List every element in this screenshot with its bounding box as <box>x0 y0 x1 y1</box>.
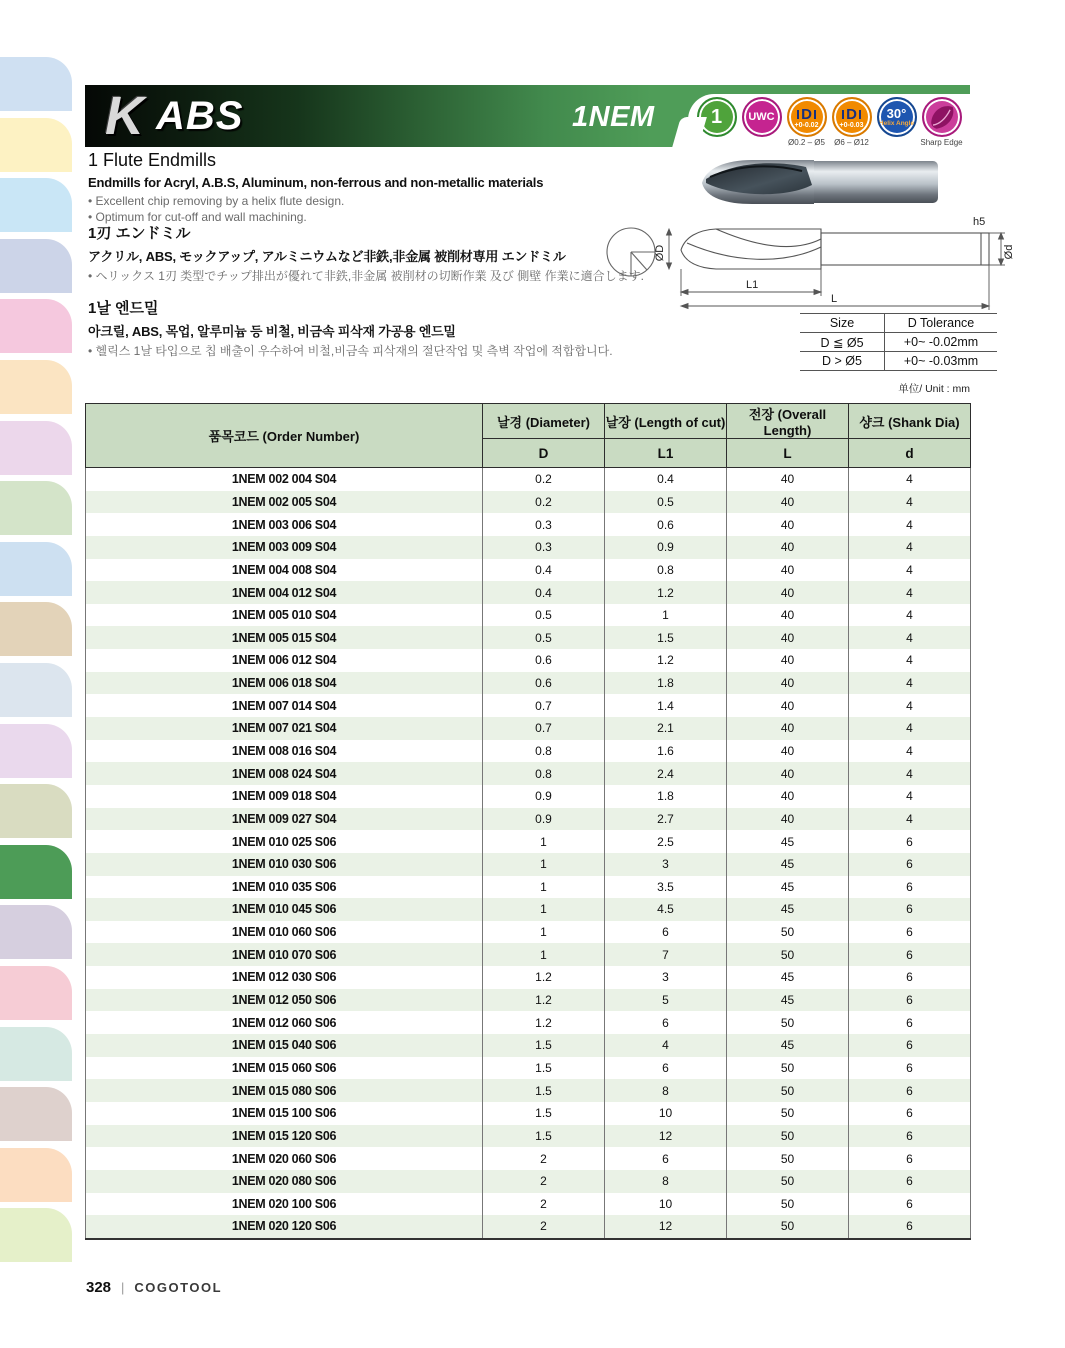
sidebar-tab-11 <box>0 663 72 717</box>
length-of-cut-cell: 0.5 <box>605 491 727 514</box>
tol-cell: D > Ø5 <box>800 352 885 371</box>
table-row <box>86 1079 971 1102</box>
col-header-length-of-cut: 날장 (Length of cut) <box>605 404 727 439</box>
intro-korean <box>88 297 648 359</box>
diameter-cell: 0.5 <box>483 604 605 627</box>
shank-dia-cell: 4 <box>849 672 971 695</box>
col-header-order-number: 품목코드 (Order Number) <box>86 404 483 468</box>
overall-length-cell: 50 <box>727 1170 849 1193</box>
length-of-cut-cell: 1.2 <box>605 649 727 672</box>
order-number-cell: 1NEM 012 030 S06 <box>86 966 483 989</box>
table-row <box>86 943 971 966</box>
sidebar-tab-9 <box>0 542 72 596</box>
diagram-label-h5: h5 <box>973 216 986 228</box>
overall-length-cell: 50 <box>727 1102 849 1125</box>
overall-length-cell: 40 <box>727 694 849 717</box>
diameter-cell: 1.2 <box>483 989 605 1012</box>
diameter-cell: 1 <box>483 830 605 853</box>
sidebar-tab-8 <box>0 481 72 535</box>
shank-dia-cell: 6 <box>849 966 971 989</box>
sidebar-tab-13 <box>0 784 72 838</box>
order-number-cell: 1NEM 005 010 S04 <box>86 604 483 627</box>
length-of-cut-cell: 4 <box>605 1034 727 1057</box>
diagram-label-big-diameter: ØD <box>654 244 666 262</box>
diameter-cell: 0.4 <box>483 581 605 604</box>
helix-angle-icon-label <box>874 138 919 148</box>
helix-angle-icon: 30° Helix Angle <box>877 97 917 137</box>
table-row <box>86 853 971 876</box>
diameter-cell: 2 <box>483 1193 605 1216</box>
section-title-en: 1 Flute Endmills <box>88 150 217 170</box>
series-header-bar <box>85 85 970 147</box>
diameter-cell: 0.9 <box>483 785 605 808</box>
table-row <box>86 830 971 853</box>
length-of-cut-cell: 0.9 <box>605 536 727 559</box>
table-row <box>86 1102 971 1125</box>
diameter-cell: 0.6 <box>483 672 605 695</box>
order-number-cell: 1NEM 015 100 S06 <box>86 1102 483 1125</box>
shank-dia-cell: 6 <box>849 1170 971 1193</box>
page-footer <box>86 1279 222 1296</box>
order-number-cell: 1NEM 003 006 S04 <box>86 513 483 536</box>
diameter-cell: 0.3 <box>483 513 605 536</box>
order-number-cell: 1NEM 002 005 S04 <box>86 491 483 514</box>
table-row <box>86 649 971 672</box>
sidebar-tab-1 <box>0 57 72 111</box>
d-tolerance-003-icon-label: Ø6 – Ø12 <box>834 138 869 147</box>
length-of-cut-cell: 2.4 <box>605 762 727 785</box>
diameter-cell: 1.5 <box>483 1057 605 1080</box>
overall-length-cell: 40 <box>727 513 849 536</box>
section-title-jp: 1刃 エンドミル <box>88 225 191 242</box>
shank-dia-cell: 6 <box>849 1079 971 1102</box>
one-flute-icon: 1 <box>697 97 737 137</box>
shank-dia-cell: 6 <box>849 898 971 921</box>
col-subheader-l1: L1 <box>605 439 727 468</box>
overall-length-cell: 45 <box>727 853 849 876</box>
table-row <box>86 604 971 627</box>
diameter-cell: 1.2 <box>483 1011 605 1034</box>
diagram-label-l: L <box>831 293 838 305</box>
table-row <box>86 1170 971 1193</box>
length-of-cut-cell: 5 <box>605 989 727 1012</box>
col-subheader-l: L <box>727 439 849 468</box>
diameter-cell: 0.8 <box>483 762 605 785</box>
order-number-cell: 1NEM 006 018 S04 <box>86 672 483 695</box>
tol-cell: D ≦ Ø5 <box>800 333 885 352</box>
overall-length-cell: 45 <box>727 830 849 853</box>
length-of-cut-cell: 1.8 <box>605 785 727 808</box>
shank-dia-cell: 4 <box>849 513 971 536</box>
uwc-coating-icon-label <box>739 138 784 148</box>
uwc-coating-icon-wrap <box>739 97 784 151</box>
sidebar-tab-17 <box>0 1027 72 1081</box>
endmill-photo <box>692 153 942 211</box>
diameter-cell: 0.2 <box>483 468 605 491</box>
diameter-cell: 1 <box>483 853 605 876</box>
table-row <box>86 694 971 717</box>
shank-dia-cell: 4 <box>849 694 971 717</box>
length-of-cut-cell: 7 <box>605 943 727 966</box>
length-of-cut-cell: 6 <box>605 1057 727 1080</box>
shank-dia-cell: 6 <box>849 989 971 1012</box>
one-flute-icon-wrap <box>694 97 739 151</box>
overall-length-cell: 40 <box>727 717 849 740</box>
diameter-cell: 1.5 <box>483 1102 605 1125</box>
bullet-kr-1: • 헬릭스 1날 타입으로 칩 배출이 우수하여 비철,비금속 피삭재의 절단작업 및 측벽 작업에 적합합니다. <box>88 343 648 359</box>
shank-dia-cell: 4 <box>849 491 971 514</box>
diagram-label-l1: L1 <box>746 279 759 291</box>
uwc-coating-icon: UWC <box>742 97 782 137</box>
table-row <box>86 491 971 514</box>
order-number-cell: 1NEM 015 040 S06 <box>86 1034 483 1057</box>
diameter-cell: 1 <box>483 921 605 944</box>
length-of-cut-cell: 2.1 <box>605 717 727 740</box>
col-header-overall-length: 전장 (Overall Length) <box>727 404 849 439</box>
col-header-shank-dia: 샹크 (Shank Dia) <box>849 404 971 439</box>
diameter-cell: 1.5 <box>483 1079 605 1102</box>
shank-dia-cell: 6 <box>849 853 971 876</box>
length-of-cut-cell: 8 <box>605 1170 727 1193</box>
order-number-cell: 1NEM 020 120 S06 <box>86 1215 483 1239</box>
length-of-cut-cell: 0.6 <box>605 513 727 536</box>
length-of-cut-cell: 12 <box>605 1215 727 1239</box>
diameter-cell: 0.7 <box>483 717 605 740</box>
length-of-cut-cell: 2.7 <box>605 808 727 831</box>
length-of-cut-cell: 8 <box>605 1079 727 1102</box>
sidebar-tab-12 <box>0 724 72 778</box>
diameter-cell: 0.7 <box>483 694 605 717</box>
length-of-cut-cell: 3 <box>605 853 727 876</box>
length-of-cut-cell: 1.2 <box>605 581 727 604</box>
shank-dia-cell: 6 <box>849 830 971 853</box>
table-row <box>86 581 971 604</box>
table-row <box>86 762 971 785</box>
order-number-cell: 1NEM 007 014 S04 <box>86 694 483 717</box>
length-of-cut-cell: 3 <box>605 966 727 989</box>
shank-dia-cell: 4 <box>849 604 971 627</box>
order-number-cell: 1NEM 006 012 S04 <box>86 649 483 672</box>
one-flute-icon-label <box>694 138 739 148</box>
order-number-cell: 1NEM 009 018 S04 <box>86 785 483 808</box>
diameter-cell: 0.3 <box>483 536 605 559</box>
shank-dia-cell: 6 <box>849 1102 971 1125</box>
sharp-edge-icon <box>922 97 962 137</box>
order-number-cell: 1NEM 015 080 S06 <box>86 1079 483 1102</box>
brand-name: COGOTOOL <box>134 1280 223 1295</box>
overall-length-cell: 45 <box>727 989 849 1012</box>
overall-length-cell: 50 <box>727 1125 849 1148</box>
overall-length-cell: 45 <box>727 898 849 921</box>
table-row <box>86 785 971 808</box>
table-row <box>86 672 971 695</box>
shank-dia-cell: 6 <box>849 1034 971 1057</box>
length-of-cut-cell: 10 <box>605 1102 727 1125</box>
overall-length-cell: 40 <box>727 762 849 785</box>
tol-header-dtol: D Tolerance <box>885 314 998 333</box>
sidebar-tab-3 <box>0 178 72 232</box>
length-of-cut-cell: 6 <box>605 1011 727 1034</box>
sidebar-tab-10 <box>0 602 72 656</box>
diameter-cell: 2 <box>483 1215 605 1239</box>
tol-header-size: Size <box>800 314 885 333</box>
shank-dia-cell: 4 <box>849 808 971 831</box>
bullet-en-1: • Excellent chip removing by a helix flute design. <box>88 193 628 209</box>
tol-cell: +0~ -0.03mm <box>885 352 998 371</box>
diameter-cell: 2 <box>483 1147 605 1170</box>
d-tolerance-003-icon-wrap <box>829 97 874 151</box>
length-of-cut-cell: 12 <box>605 1125 727 1148</box>
diameter-cell: 1 <box>483 898 605 921</box>
shank-dia-cell: 4 <box>849 536 971 559</box>
table-row <box>86 1057 971 1080</box>
overall-length-cell: 50 <box>727 1057 849 1080</box>
table-row <box>86 876 971 899</box>
order-number-cell: 1NEM 008 024 S04 <box>86 762 483 785</box>
sidebar-tab-6 <box>0 360 72 414</box>
order-number-cell: 1NEM 020 060 S06 <box>86 1147 483 1170</box>
length-of-cut-cell: 10 <box>605 1193 727 1216</box>
length-of-cut-cell: 6 <box>605 921 727 944</box>
length-of-cut-cell: 4.5 <box>605 898 727 921</box>
order-number-cell: 1NEM 008 016 S04 <box>86 740 483 763</box>
length-of-cut-cell: 3.5 <box>605 876 727 899</box>
diameter-cell: 2 <box>483 1170 605 1193</box>
length-of-cut-cell: 0.8 <box>605 559 727 582</box>
length-of-cut-cell: 1.8 <box>605 672 727 695</box>
diameter-cell: 1.5 <box>483 1034 605 1057</box>
order-number-cell: 1NEM 015 120 S06 <box>86 1125 483 1148</box>
table-row <box>86 513 971 536</box>
diameter-cell: 1 <box>483 943 605 966</box>
table-row <box>86 740 971 763</box>
order-number-cell: 1NEM 015 060 S06 <box>86 1057 483 1080</box>
table-row <box>86 989 971 1012</box>
order-number-cell: 1NEM 012 050 S06 <box>86 989 483 1012</box>
overall-length-cell: 50 <box>727 1193 849 1216</box>
order-number-cell: 1NEM 003 009 S04 <box>86 536 483 559</box>
length-of-cut-cell: 0.4 <box>605 468 727 491</box>
shank-dia-cell: 4 <box>849 581 971 604</box>
sidebar-tab-20 <box>0 1208 72 1262</box>
bullet-en-2: • Optimum for cut-off and wall machining. <box>88 209 628 225</box>
order-number-cell: 1NEM 004 012 S04 <box>86 581 483 604</box>
tolerance-table <box>800 313 997 371</box>
overall-length-cell: 40 <box>727 740 849 763</box>
sidebar-tab-2 <box>0 118 72 172</box>
d-tolerance-002-icon: D +0-0.02 <box>787 97 827 137</box>
sidebar-tab-14-active <box>0 845 72 899</box>
order-number-cell: 1NEM 009 027 S04 <box>86 808 483 831</box>
sidebar-tab-15 <box>0 905 72 959</box>
shank-dia-cell: 6 <box>849 1125 971 1148</box>
order-number-cell: 1NEM 010 025 S06 <box>86 830 483 853</box>
overall-length-cell: 50 <box>727 1215 849 1239</box>
diameter-cell: 0.9 <box>483 808 605 831</box>
diameter-cell: 1 <box>483 876 605 899</box>
shank-dia-cell: 4 <box>849 468 971 491</box>
helix-angle-icon-wrap <box>874 97 919 151</box>
shank-dia-cell: 4 <box>849 762 971 785</box>
overall-length-cell: 50 <box>727 921 849 944</box>
diameter-cell: 0.4 <box>483 559 605 582</box>
table-row <box>86 898 971 921</box>
overall-length-cell: 40 <box>727 808 849 831</box>
shank-dia-cell: 6 <box>849 1215 971 1239</box>
sharp-edge-icon-wrap <box>919 97 964 151</box>
unit-note: 单位/ Unit : mm <box>898 383 970 395</box>
diameter-cell: 1.5 <box>483 1125 605 1148</box>
sidebar-tab-7 <box>0 421 72 475</box>
d-tolerance-002-icon-wrap <box>784 97 829 151</box>
sidebar-tab-16 <box>0 966 72 1020</box>
order-number-cell: 1NEM 007 021 S04 <box>86 717 483 740</box>
order-number-cell: 1NEM 020 100 S06 <box>86 1193 483 1216</box>
order-number-cell: 1NEM 010 070 S06 <box>86 943 483 966</box>
section-subtitle-jp: アクリル, ABS, モックアップ, アルミニウムなど非鉄,非金属 被削材専用 エンドミル <box>88 249 566 264</box>
table-row <box>86 468 971 491</box>
footer-divider: | <box>121 1280 125 1295</box>
overall-length-cell: 40 <box>727 559 849 582</box>
table-row <box>86 536 971 559</box>
diagram-label-shank-diameter: Ød <box>1003 244 1015 260</box>
overall-length-cell: 40 <box>727 649 849 672</box>
shank-dia-cell: 6 <box>849 1057 971 1080</box>
bullet-jp-1: • ヘリックス 1刃 类型でチップ排出が優れて非鉄,非金属 被削材の切断作業 及び 側壁 作業に適合します. <box>88 268 648 284</box>
length-of-cut-cell: 1.5 <box>605 626 727 649</box>
order-number-cell: 1NEM 010 060 S06 <box>86 921 483 944</box>
length-of-cut-cell: 2.5 <box>605 830 727 853</box>
diameter-cell: 0.6 <box>483 649 605 672</box>
order-number-cell: 1NEM 010 030 S06 <box>86 853 483 876</box>
table-row <box>86 1034 971 1057</box>
overall-length-cell: 40 <box>727 604 849 627</box>
series-letter: K <box>105 86 144 146</box>
col-subheader-d: D <box>483 439 605 468</box>
table-row <box>86 808 971 831</box>
order-number-cell: 1NEM 005 015 S04 <box>86 626 483 649</box>
shank-dia-cell: 4 <box>849 559 971 582</box>
table-row <box>86 559 971 582</box>
table-row <box>86 1193 971 1216</box>
d-tolerance-002-icon-label: Ø0.2 – Ø5 <box>788 138 825 147</box>
endmill-diagram <box>603 212 1015 314</box>
table-row <box>86 626 971 649</box>
length-of-cut-cell: 6 <box>605 1147 727 1170</box>
shank-dia-cell: 6 <box>849 1147 971 1170</box>
overall-length-cell: 40 <box>727 626 849 649</box>
sharp-edge-icon-label: Sharp Edge <box>920 138 963 147</box>
col-subheader-d2: d <box>849 439 971 468</box>
shank-dia-cell: 4 <box>849 740 971 763</box>
model-code: 1NEM <box>572 101 655 133</box>
shank-dia-cell: 6 <box>849 1011 971 1034</box>
table-row <box>86 1147 971 1170</box>
overall-length-cell: 40 <box>727 581 849 604</box>
tol-cell: +0~ -0.02mm <box>885 333 998 352</box>
product-table <box>85 403 971 1240</box>
overall-length-cell: 40 <box>727 468 849 491</box>
order-number-cell: 1NEM 004 008 S04 <box>86 559 483 582</box>
series-name: ABS <box>156 93 244 138</box>
order-number-cell: 1NEM 010 045 S06 <box>86 898 483 921</box>
intro-english <box>88 150 628 225</box>
page-number: 328 <box>86 1279 112 1296</box>
overall-length-cell: 45 <box>727 966 849 989</box>
length-of-cut-cell: 1.4 <box>605 694 727 717</box>
shank-dia-cell: 4 <box>849 626 971 649</box>
sidebar-tab-19 <box>0 1148 72 1202</box>
shank-dia-cell: 6 <box>849 1193 971 1216</box>
overall-length-cell: 50 <box>727 1079 849 1102</box>
section-subtitle-en: Endmills for Acryl, A.B.S, Aluminum, non-ferrous and non-metallic materials <box>88 175 544 190</box>
shank-dia-cell: 4 <box>849 649 971 672</box>
sharp-edge-glyph <box>924 99 960 135</box>
sidebar-tab-5 <box>0 299 72 353</box>
diameter-cell: 0.2 <box>483 491 605 514</box>
length-of-cut-cell: 1.6 <box>605 740 727 763</box>
overall-length-cell: 40 <box>727 491 849 514</box>
overall-length-cell: 50 <box>727 1147 849 1170</box>
overall-length-cell: 50 <box>727 943 849 966</box>
order-number-cell: 1NEM 020 080 S06 <box>86 1170 483 1193</box>
table-row <box>86 1125 971 1148</box>
diameter-cell: 0.8 <box>483 740 605 763</box>
order-number-cell: 1NEM 002 004 S04 <box>86 468 483 491</box>
table-row <box>86 1215 971 1239</box>
sidebar-tab-18 <box>0 1087 72 1141</box>
shank-dia-cell: 4 <box>849 785 971 808</box>
overall-length-cell: 50 <box>727 1011 849 1034</box>
shank-dia-cell: 6 <box>849 921 971 944</box>
sidebar-tab-4 <box>0 239 72 293</box>
overall-length-cell: 45 <box>727 1034 849 1057</box>
overall-length-cell: 40 <box>727 785 849 808</box>
shank-dia-cell: 6 <box>849 943 971 966</box>
length-of-cut-cell: 1 <box>605 604 727 627</box>
overall-length-cell: 40 <box>727 672 849 695</box>
section-title-kr: 1날 엔드밀 <box>88 300 159 317</box>
table-row <box>86 717 971 740</box>
intro-japanese <box>88 222 648 284</box>
section-subtitle-kr: 아크릴, ABS, 목업, 알루미늄 등 비철, 비금속 피삭재 가공용 엔드밀 <box>88 324 456 339</box>
diameter-cell: 0.5 <box>483 626 605 649</box>
overall-length-cell: 40 <box>727 536 849 559</box>
d-tolerance-003-icon: D +0-0.03 <box>832 97 872 137</box>
shank-dia-cell: 6 <box>849 876 971 899</box>
order-number-cell: 1NEM 010 035 S06 <box>86 876 483 899</box>
feature-icon-panel <box>688 94 970 151</box>
table-row <box>86 921 971 944</box>
shank-dia-cell: 4 <box>849 717 971 740</box>
diameter-cell: 1.2 <box>483 966 605 989</box>
col-header-diameter: 날경 (Diameter) <box>483 404 605 439</box>
order-number-cell: 1NEM 012 060 S06 <box>86 1011 483 1034</box>
table-row <box>86 1011 971 1034</box>
table-row <box>86 966 971 989</box>
series-title <box>105 85 243 147</box>
overall-length-cell: 45 <box>727 876 849 899</box>
